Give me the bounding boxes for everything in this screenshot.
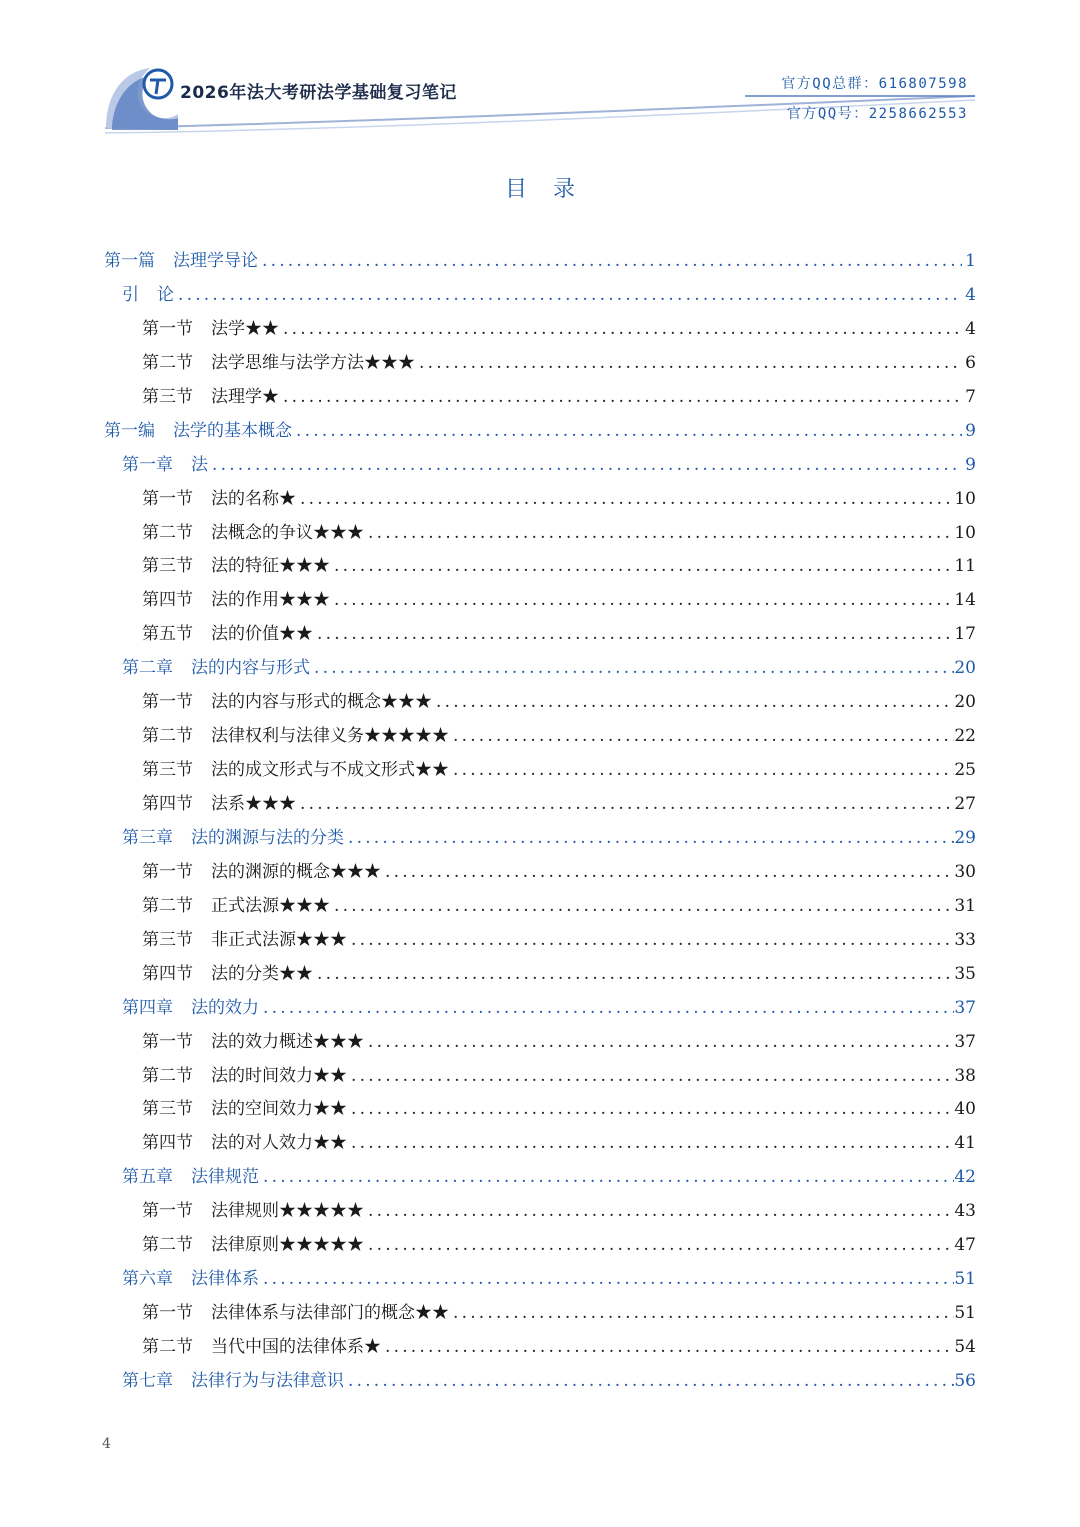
toc-entry-section[interactable] [104, 314, 976, 348]
toc-entry-label [142, 314, 279, 339]
toc-entry-title: 正式法源★★★ [211, 895, 330, 916]
dot-leader [344, 828, 954, 848]
toc-entry-section[interactable] [104, 382, 976, 416]
toc-entry-section[interactable] [104, 925, 976, 959]
toc-entry-title: 法学★★ [211, 318, 279, 339]
toc-entry-number: 第四节 [142, 963, 193, 984]
toc-entry-number: 第一节 [142, 1031, 193, 1052]
dot-leader [208, 455, 962, 475]
toc-entry-number: 第四节 [142, 590, 193, 611]
toc-entry-section[interactable] [104, 755, 976, 789]
toc-entry-title: 法律体系 [191, 1269, 259, 1290]
toc-entry-page: 4 [965, 284, 976, 305]
toc-entry-number: 第一节 [142, 1201, 193, 1222]
dot-leader [347, 1066, 954, 1086]
document-title: 2026年法大考研法学基础复习笔记 [180, 83, 457, 103]
toc-entry-number: 第一章 [122, 454, 173, 475]
toc-entry-number: 第四节 [142, 794, 193, 814]
toc-entry-title: 法系★★★ [211, 794, 296, 814]
page-header [0, 0, 1080, 150]
toc-entry-page: 38 [954, 1065, 976, 1086]
toc-entry-label [142, 891, 330, 916]
toc-entry-section[interactable] [104, 585, 976, 619]
toc-entry-section[interactable] [104, 551, 976, 585]
toc-entry-title: 非正式法源★★★ [211, 929, 347, 950]
toc-entry-title: 法的渊源的概念★★★ [211, 861, 381, 882]
toc-entry-number: 第一编 [104, 420, 155, 441]
toc-entry-title: 法学思维与法学方法★★★ [211, 352, 415, 373]
toc-entry-number: 第二节 [142, 1337, 193, 1357]
toc-entry-label [142, 721, 449, 746]
dot-leader [347, 1133, 954, 1153]
toc-entry-page: 17 [954, 624, 976, 645]
toc-entry-title: 法的内容与形式的概念★★★ [211, 692, 432, 713]
toc-entry-label [142, 1128, 347, 1153]
toc-entry-label [142, 518, 364, 543]
dot-leader [259, 1167, 954, 1187]
toc-entry-section[interactable] [104, 518, 976, 552]
toc-entry-label [142, 348, 415, 373]
toc-entry-section[interactable] [104, 1230, 976, 1264]
toc-entry-number: 第二章 [122, 658, 173, 679]
toc-entry-section[interactable] [104, 959, 976, 993]
toc-entry-title: 论 [157, 284, 174, 305]
toc-entry-part[interactable] [104, 416, 976, 450]
toc-entry-section[interactable] [104, 1128, 976, 1162]
toc-entry-title: 法的效力 [191, 997, 259, 1018]
toc-entry-page: 27 [954, 794, 976, 814]
toc-entry-number: 第五节 [142, 624, 193, 645]
toc-entry-page: 43 [954, 1201, 976, 1222]
toc-entry-title: 法的空间效力★★ [211, 1099, 347, 1120]
toc-entry-number: 第三节 [142, 386, 193, 407]
dot-leader [279, 387, 962, 407]
toc-entry-label [142, 1061, 347, 1086]
toc-entry-number: 第二节 [142, 895, 193, 916]
toc-entry-page: 4 [965, 318, 976, 339]
toc-entry-number: 第二节 [142, 352, 193, 373]
dot-leader [259, 1269, 954, 1289]
toc-entry-number: 第四章 [122, 997, 173, 1018]
toc-entry-label [142, 857, 381, 882]
toc-entry-page: 9 [965, 454, 976, 475]
toc-entry-page: 37 [954, 1031, 976, 1052]
toc-entry-page: 42 [954, 1167, 976, 1188]
toc-entry-label [142, 619, 313, 644]
toc-entry-title: 法的价值★★ [211, 624, 313, 645]
toc-entry-chapter[interactable] [104, 1366, 976, 1400]
toc-entry-title: 法的特征★★★ [211, 556, 330, 577]
dot-leader [344, 1371, 954, 1391]
toc-entry-chapter[interactable] [104, 653, 976, 687]
dot-leader [330, 896, 954, 916]
toc-entry-chapter[interactable] [104, 450, 976, 484]
qq-group-number: 官方QQ总群：616807598 [781, 76, 968, 92]
toc-entry-part[interactable] [104, 246, 976, 280]
toc-entry-label [142, 585, 330, 610]
toc-entry-label [142, 755, 449, 780]
toc-entry-page: 20 [954, 658, 976, 679]
toc-entry-section[interactable] [104, 789, 976, 823]
toc-entry-label [142, 1027, 364, 1052]
toc-entry-title: 法理学导论 [173, 251, 258, 271]
toc-entry-title: 法的效力概述★★★ [211, 1031, 364, 1052]
toc-entry-number: 第五章 [122, 1167, 173, 1188]
toc-entry-page: 29 [954, 827, 976, 848]
toc-entry-number: 第三节 [142, 1099, 193, 1120]
toc-entry-title: 法律权利与法律义务★★★★★ [211, 726, 449, 747]
toc-entry-label [104, 246, 258, 271]
toc-entry-title: 法的内容与形式 [191, 658, 310, 679]
toc-entry-page: 7 [965, 386, 976, 407]
toc-entry-label [142, 1230, 364, 1255]
toc-entry-number: 第一节 [142, 692, 193, 713]
toc-entry-number: 第一篇 [104, 251, 155, 271]
toc-entry-section[interactable] [104, 484, 976, 518]
table-of-contents [104, 246, 976, 1400]
dot-leader [364, 1201, 954, 1221]
toc-entry-page: 9 [965, 420, 976, 441]
toc-entry-page: 30 [954, 861, 976, 882]
toc-entry-chapter[interactable] [104, 1264, 976, 1298]
toc-entry-title: 法律规则★★★★★ [211, 1201, 364, 1222]
toc-entry-number: 第二节 [142, 726, 193, 747]
page-number: 4 [102, 1436, 111, 1452]
toc-entry-chapter[interactable] [104, 1162, 976, 1196]
toc-entry-number: 第二节 [142, 522, 193, 543]
toc-entry-page: 20 [954, 692, 976, 713]
dot-leader [310, 658, 954, 678]
dot-leader [279, 319, 962, 339]
dot-leader [330, 556, 954, 576]
toc-entry-label [122, 1264, 259, 1289]
toc-entry-label [104, 416, 292, 441]
toc-entry-page: 22 [954, 726, 976, 747]
toc-entry-label [142, 925, 347, 950]
toc-entry-page: 11 [954, 556, 976, 577]
wave-logo-icon [100, 58, 180, 134]
toc-entry-number: 第三章 [122, 827, 173, 848]
toc-entry-chapter[interactable] [104, 280, 976, 314]
toc-entry-number: 第一节 [142, 488, 193, 509]
toc-entry-label [142, 1094, 347, 1119]
toc-entry-number: 第三节 [142, 760, 193, 781]
toc-entry-label [122, 450, 208, 475]
dot-leader [296, 794, 954, 814]
toc-entry-page: 47 [954, 1235, 976, 1256]
toc-entry-section[interactable] [104, 1196, 976, 1230]
toc-entry-section[interactable] [104, 857, 976, 891]
toc-entry-number: 第二节 [142, 1235, 193, 1256]
toc-entry-page: 14 [954, 590, 976, 611]
toc-entry-number: 第四节 [142, 1133, 193, 1154]
toc-entry-title: 法律规范 [191, 1167, 259, 1188]
toc-entry-section[interactable] [104, 687, 976, 721]
toc-entry-title: 当代中国的法律体系★ [211, 1337, 381, 1357]
toc-entry-page: 40 [954, 1099, 976, 1120]
toc-entry-page: 25 [954, 760, 976, 781]
toc-entry-title: 法学的基本概念 [173, 420, 292, 441]
toc-entry-page: 10 [954, 488, 976, 509]
dot-leader [364, 1235, 954, 1255]
toc-entry-label [142, 1332, 381, 1357]
toc-entry-title: 法律体系与法律部门的概念★★ [211, 1303, 449, 1324]
toc-entry-title: 法的成文形式与不成文形式★★ [211, 760, 449, 781]
toc-entry-section[interactable] [104, 1061, 976, 1095]
toc-entry-page: 41 [954, 1133, 976, 1154]
dot-leader [347, 930, 954, 950]
toc-entry-section[interactable] [104, 1027, 976, 1061]
toc-entry-section[interactable] [104, 1332, 976, 1366]
toc-entry-label [142, 687, 432, 712]
toc-entry-label [122, 823, 344, 848]
dot-leader [259, 998, 954, 1018]
toc-entry-section[interactable] [104, 1298, 976, 1332]
dot-leader [296, 489, 954, 509]
toc-entry-page: 33 [954, 929, 976, 950]
toc-entry-title: 法的时间效力★★ [211, 1065, 347, 1086]
toc-entry-label [122, 653, 310, 678]
dot-leader [347, 1099, 954, 1119]
toc-entry-label [142, 789, 296, 814]
toc-entry-number: 第一节 [142, 1303, 193, 1324]
dot-leader [449, 760, 954, 780]
toc-entry-page: 54 [954, 1337, 976, 1357]
toc-entry-page: 51 [954, 1269, 976, 1290]
toc-entry-label [122, 1162, 259, 1187]
toc-entry-number: 第三节 [142, 556, 193, 577]
toc-entry-section[interactable] [104, 1094, 976, 1128]
toc-entry-number: 第一节 [142, 861, 193, 882]
dot-leader [313, 964, 954, 984]
dot-leader [292, 421, 962, 441]
toc-entry-title: 法律行为与法律意识 [191, 1370, 344, 1391]
toc-heading: 目录 [504, 177, 601, 202]
dot-leader [432, 692, 954, 712]
toc-entry-page: 6 [965, 352, 976, 373]
toc-entry-title: 法理学★ [211, 386, 279, 407]
dot-leader [415, 353, 962, 373]
dot-leader [174, 285, 962, 305]
dot-leader [364, 1032, 954, 1052]
toc-entry-page: 1 [965, 251, 976, 271]
toc-entry-label [142, 551, 330, 576]
toc-entry-title: 法的对人效力★★ [211, 1133, 347, 1154]
toc-entry-label [122, 280, 174, 305]
dot-leader [258, 251, 962, 271]
toc-entry-chapter[interactable] [104, 993, 976, 1027]
dot-leader [381, 862, 954, 882]
dot-leader [381, 1337, 954, 1357]
toc-entry-label [142, 382, 279, 407]
toc-entry-page: 31 [954, 895, 976, 916]
toc-entry-title: 法的作用★★★ [211, 590, 330, 611]
dot-leader [330, 590, 954, 610]
toc-entry-section[interactable] [104, 619, 976, 653]
dot-leader [313, 624, 954, 644]
toc-entry-title: 法的渊源与法的分类 [191, 827, 344, 848]
toc-entry-number: 第一节 [142, 318, 193, 339]
toc-entry-number: 第七章 [122, 1370, 173, 1391]
toc-entry-title: 法的名称★ [211, 488, 296, 509]
toc-entry-label [142, 959, 313, 984]
toc-entry-label [122, 1366, 344, 1391]
toc-entry-title: 法的分类★★ [211, 963, 313, 984]
toc-entry-section[interactable] [104, 721, 976, 755]
toc-entry-section[interactable] [104, 348, 976, 382]
toc-entry-label [142, 1196, 364, 1221]
toc-entry-title: 法 [191, 454, 208, 475]
toc-entry-page: 35 [954, 963, 976, 984]
toc-entry-label [142, 484, 296, 509]
dot-leader [364, 523, 954, 543]
toc-entry-title: 法概念的争议★★★ [211, 522, 364, 543]
toc-entry-page: 56 [954, 1370, 976, 1391]
toc-entry-section[interactable] [104, 891, 976, 925]
dot-leader [449, 1303, 954, 1323]
toc-entry-number: 第二节 [142, 1065, 193, 1086]
dot-leader [449, 726, 954, 746]
toc-entry-chapter[interactable] [104, 823, 976, 857]
toc-entry-number: 第六章 [122, 1269, 173, 1290]
toc-entry-page: 51 [954, 1303, 976, 1324]
toc-entry-number: 第三节 [142, 929, 193, 950]
toc-entry-label [142, 1298, 449, 1323]
qq-contact-number: 官方QQ号：2258662553 [786, 106, 968, 122]
toc-entry-number: 引 [122, 284, 139, 305]
toc-entry-label [122, 993, 259, 1018]
toc-entry-page: 10 [954, 522, 976, 543]
toc-entry-page: 37 [954, 997, 976, 1018]
toc-entry-title: 法律原则★★★★★ [211, 1235, 364, 1256]
